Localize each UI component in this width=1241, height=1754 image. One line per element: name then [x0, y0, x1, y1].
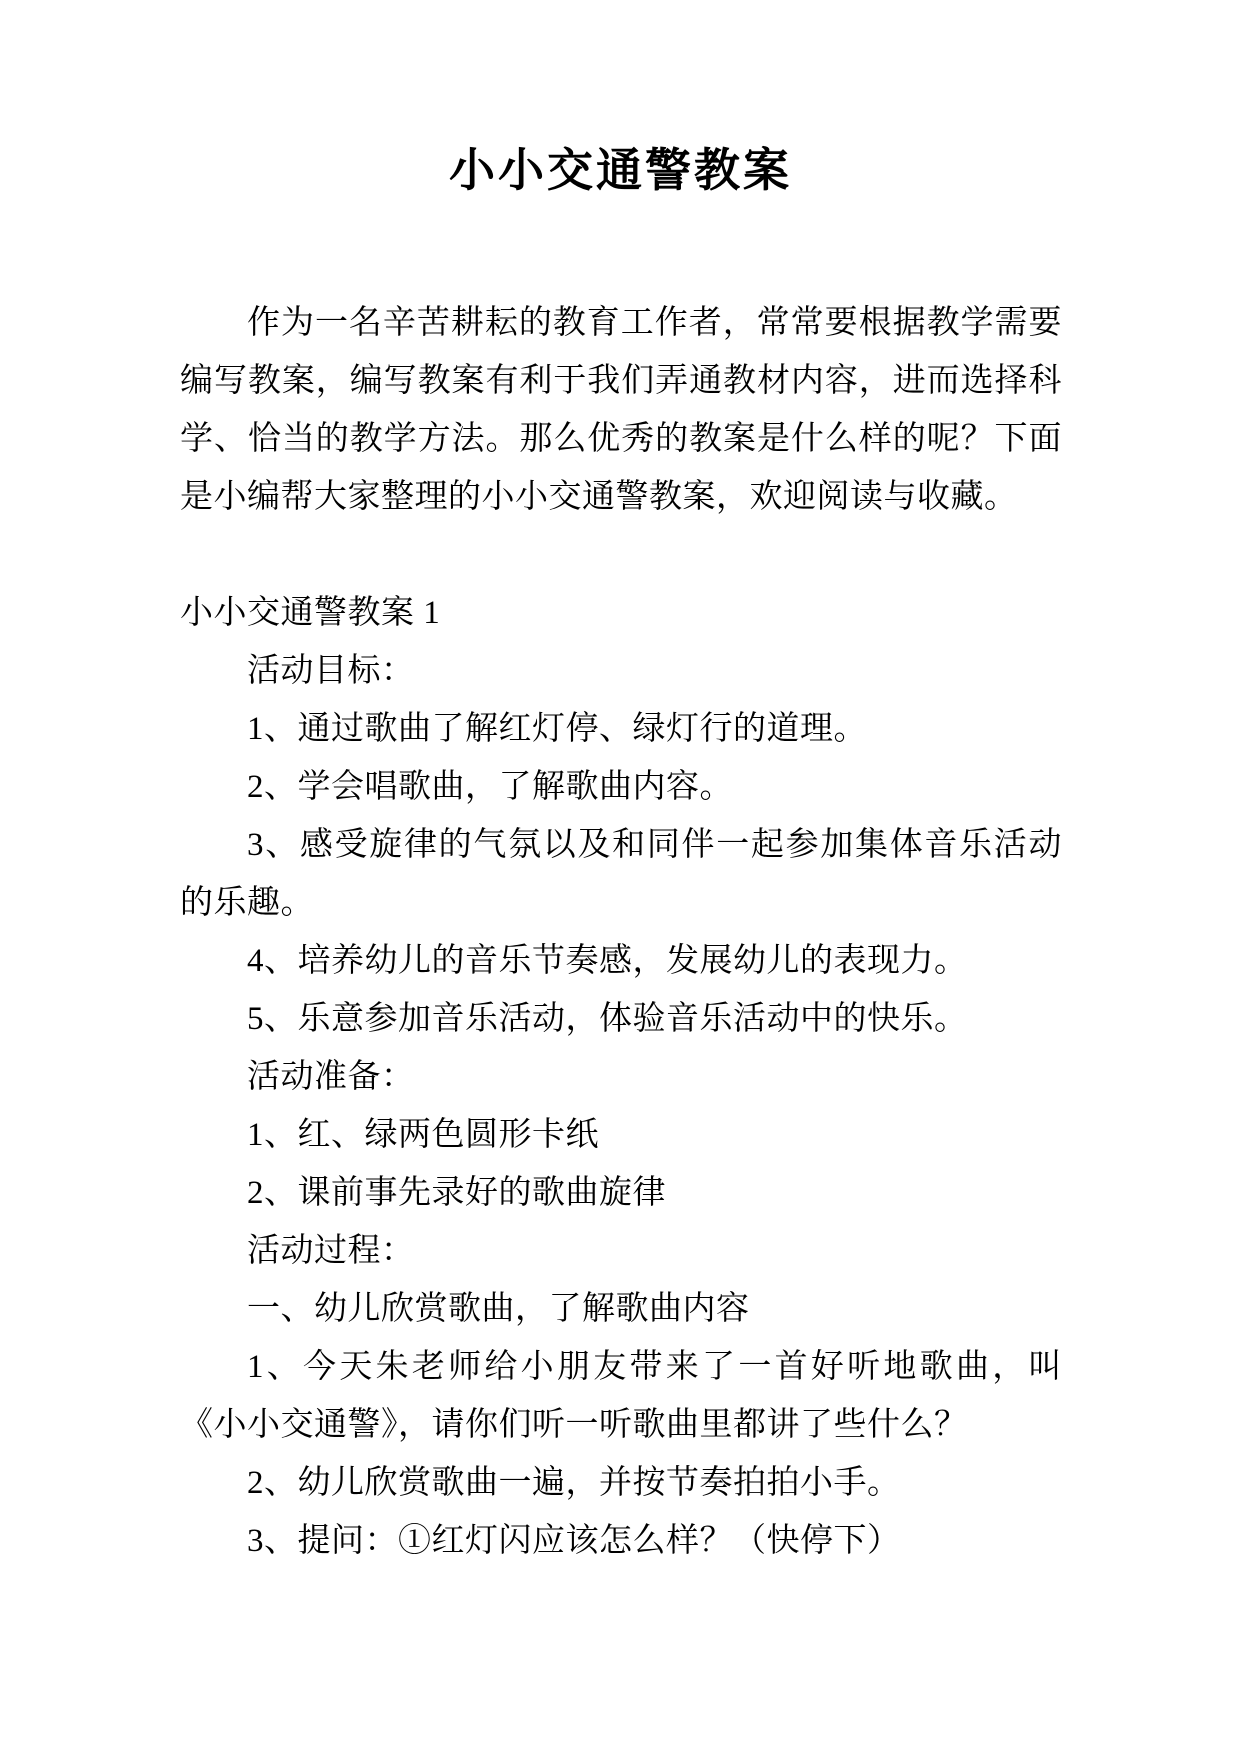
paragraph-activity-goals-label: 活动目标：	[247, 653, 415, 689]
paragraph-process-step-2: 2、幼儿欣赏歌曲一遍，并按节奏拍拍小手。	[247, 1465, 901, 1501]
section-heading: 小小交通警教案 1	[180, 595, 441, 631]
paragraph-goal-4: 4、培养幼儿的音乐节奏感，发展幼儿的表现力。	[247, 943, 968, 979]
paragraph-goal-2: 2、学会唱歌曲，了解歌曲内容。	[247, 769, 733, 805]
paragraph-preparation-1: 1、红、绿两色圆形卡纸	[247, 1117, 599, 1153]
intro-paragraph: 作为一名辛苦耕耘的教育工作者，常常要根据教学需要编写教案，编写教案有利于我们弄通教材内容，进而选择科学、恰当的教学方法。那么优秀的教案是什么样的呢？下面是小编帮大家整理的小小交通警教案，欢迎阅读与收藏。	[180, 305, 1062, 515]
paragraph-process-step-1: 1、今天朱老师给小朋友带来了一首好听地歌曲，叫《小小交通警》，请你们听一听歌曲里都讲了些什么？	[180, 1349, 1062, 1443]
paragraph-preparation-2: 2、课前事先录好的歌曲旋律	[247, 1175, 666, 1211]
paragraph-goal-1: 1、通过歌曲了解红灯停、绿灯行的道理。	[247, 711, 867, 747]
paragraph-process-label: 活动过程：	[247, 1233, 415, 1269]
paragraph-goal-5: 5、乐意参加音乐活动，体验音乐活动中的快乐。	[247, 1001, 968, 1037]
document-body	[180, 294, 1062, 1570]
paragraph-preparation-label: 活动准备：	[247, 1059, 415, 1095]
paragraph-process-step-3: 3、提问：①红灯闪应该怎么样？（快停下）	[247, 1523, 901, 1559]
paragraph-goal-3: 3、感受旋律的气氛以及和同伴一起参加集体音乐活动的乐趣。	[180, 827, 1062, 921]
document-title: 小小交通警教案	[449, 145, 792, 196]
paragraph-process-section-1: 一、幼儿欣赏歌曲，了解歌曲内容	[247, 1291, 750, 1327]
